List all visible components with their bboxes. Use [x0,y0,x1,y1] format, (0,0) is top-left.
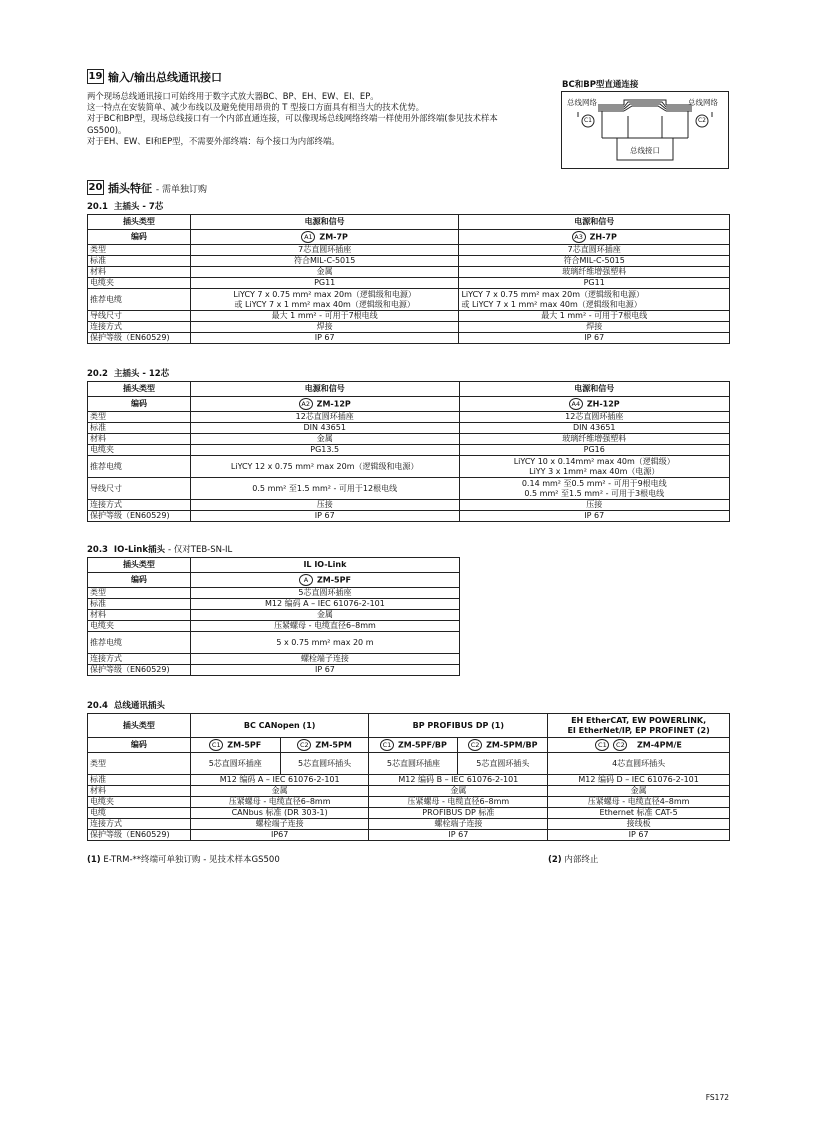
row-label: 材料 [88,267,191,278]
code-name: ZM-7P [319,232,348,242]
table-row [88,256,730,267]
cell: IP 67 [369,830,548,841]
cell: 金属 [190,786,369,797]
table-row [88,621,460,632]
cell: IP 67 [459,511,729,522]
cell: 0.5 mm² 至1.5 mm² - 可用于12根电线 [190,478,459,500]
spec-table-20-3 [87,557,460,676]
cell: 接线板 [548,819,730,830]
header-cell: 电源和信号 [459,215,730,230]
cell: 压紧螺母 - 电缆直径6–8mm [190,621,459,632]
cell: 压紧螺母 - 电缆直径4–8mm [548,797,730,808]
code-cell [190,230,459,245]
table-row [88,445,730,456]
table-row [88,511,730,522]
cell: M12 编码 D – IEC 61076-2-101 [548,775,730,786]
subsection-text: 总线通讯插头 [113,701,165,711]
cell: 5芯直圆环插座 [190,588,459,599]
cell: 螺栓端子连接 [369,819,548,830]
cell: DIN 43651 [190,423,459,434]
footnote-text: E-TRM-**终端可单独订购 - 见技术样本GS500 [103,855,280,865]
code-name: ZM-12P [316,399,351,409]
section-title: 输入/输出总线通讯接口 [108,71,223,84]
cable-line: LiYCY 10 x 0.14mm² max 40m（逻辑级） [513,456,675,466]
cell: 玻璃纤维增强塑料 [459,267,730,278]
table-row [88,610,460,621]
cell: Ethernet 标准 CAT-5 [548,808,730,819]
code-label: 编码 [88,573,191,588]
header-line: EI EtherNet/IP, EP PROFINET (2) [567,725,710,735]
intro-line: 对于EH、EW、EI和EP型，不需要外部终端：每个接口为内部终端。 [87,135,340,146]
header-cell: 插头类型 [88,558,191,573]
bus-interface-box: 总线接口 [630,146,660,155]
cell: 焊接 [190,322,459,333]
intro-line: 两个现场总线通讯接口可始终用于数字式放大器BC、BP、EH、EW、EI、EP。 [87,91,379,101]
cell: DIN 43651 [459,423,729,434]
subsection-label [87,699,165,711]
header-cell: 电源和信号 [459,382,729,397]
footnote-2 [548,853,598,865]
cell: 7芯直圆环插座 [459,245,730,256]
cell: 焊接 [459,322,730,333]
code-cell [190,738,280,753]
cable-line: LiYCY 7 x 0.75 mm² max 20m（逻辑级和电源） [233,289,416,299]
header-cell: 插头类型 [88,215,191,230]
cell: 金属 [190,610,459,621]
code-name: ZM-5PF [316,575,351,585]
code-cell [458,738,548,753]
table-row [88,478,730,500]
row-label: 导线尺寸 [88,478,191,500]
table-row [88,632,460,654]
section-title-main: 插头特征 [108,182,152,195]
table-row [88,456,730,478]
diagram-title: BC和BP型直通连接 [562,80,639,90]
table-row [88,775,730,786]
subsection-text: 主插头 - 7芯 [113,202,164,212]
code-label: 编码 [88,397,191,412]
cell: 螺栓端子连接 [190,654,459,665]
cell: 玻璃纤维增强塑料 [459,434,729,445]
footnote-text: 内部终止 [564,855,599,865]
table-row [88,311,730,322]
code-cell [548,738,730,753]
cell: PG11 [190,278,459,289]
row-label: 标准 [88,423,191,434]
row-label: 类型 [88,412,191,423]
code-tag-icon: C2 [613,739,627,751]
cell: PROFIBUS DP 标准 [369,808,548,819]
cell: M12 编码 A – IEC 61076-2-101 [190,599,459,610]
intro-line: GS500)。 [87,124,127,135]
code-tag-icon: A1 [301,231,315,243]
code-name: ZM-5PM [315,740,352,750]
row-label: 连接方式 [88,819,191,830]
bus-network-right-label: 总线网络 [688,98,718,107]
table-row [88,808,730,819]
row-label: 标准 [88,599,191,610]
cell: PG11 [459,278,730,289]
cell: 金属 [369,786,548,797]
table-row [88,654,460,665]
pass-through-diagram [561,91,729,169]
row-label: 保护等级（EN60529) [88,333,191,344]
cell: IP 67 [459,333,730,344]
cell: 5芯直圆环插座 [190,753,280,775]
code-tag-icon: C1 [380,739,394,751]
code-cell [280,738,369,753]
code-name: ZM-5PF/BP [397,740,447,750]
row-label: 材料 [88,786,191,797]
header-cell: BP PROFIBUS DP (1) [369,714,548,738]
table-row [88,278,730,289]
header-cell: 插头类型 [88,714,191,738]
row-label: 标准 [88,775,191,786]
cell: IP 67 [190,333,459,344]
table-row [88,500,730,511]
code-cell [369,738,458,753]
table-row [88,423,730,434]
cable-line: LiYY 3 x 1mm² max 40m（电源） [529,466,660,476]
row-label: 保护等级（EN60529) [88,830,191,841]
code-name: ZM-5PF [227,740,262,750]
page-number: FS172 [705,1093,729,1102]
table-row [88,412,730,423]
subsection-label [87,367,169,379]
cable-line: LiYCY 7 x 0.75 mm² max 20m（逻辑级和电源） [461,289,644,299]
cell: 压紧螺母 - 电缆直径6–8mm [190,797,369,808]
table-row [88,786,730,797]
table-row [88,599,460,610]
row-label: 连接方式 [88,322,191,333]
row-label: 连接方式 [88,654,191,665]
table-row [88,665,460,676]
c1-marker: C1 [583,117,592,124]
code-tag-icon: A [299,574,313,586]
subsection-text: IO-Link插头 [113,545,166,555]
table-row [88,289,730,311]
code-name: ZH-7P [589,232,617,242]
cell: PG16 [459,445,729,456]
row-label: 连接方式 [88,500,191,511]
row-label: 推荐电缆 [88,632,191,654]
footnote-number: (1) [87,855,101,865]
row-label: 电缆 [88,808,191,819]
subsection-number: 20.1 [87,202,108,212]
cable-line: 或 LiYCY 7 x 1 mm² max 40m（逻辑级和电源） [461,299,642,309]
cell: IP67 [190,830,369,841]
row-label: 保护等级（EN60529) [88,665,191,676]
cell: 12芯直圆环插座 [459,412,729,423]
table-row [88,797,730,808]
table-row [88,322,730,333]
cell: 5芯直圆环插头 [458,753,548,775]
code-tag-icon: A4 [569,398,583,410]
code-cell [459,230,730,245]
cell: 压接 [459,500,729,511]
row-label: 材料 [88,610,191,621]
code-cell [459,397,729,412]
section-title [108,180,207,196]
row-label: 推荐电缆 [88,289,191,311]
cell [459,478,729,500]
table-row [88,434,730,445]
table-row [88,753,730,775]
footnote-1 [87,853,280,865]
row-label: 电缆夹 [88,621,191,632]
subsection-number: 20.2 [87,369,108,379]
wire-line: 0.14 mm² 至0.5 mm² - 可用于9根电线 [521,478,667,488]
code-name: ZM-5PM/BP [486,740,538,750]
subsection-number: 20.3 [87,545,108,555]
code-label: 编码 [88,738,191,753]
intro-paragraph [87,91,552,147]
code-name: ZM-4PM/E [636,740,682,750]
code-tag-icon: A2 [299,398,313,410]
code-cell [190,573,459,588]
cell: 最大 1 mm² - 可用于7根电线 [190,311,459,322]
cell: PG13.5 [190,445,459,456]
cell: IP 67 [190,511,459,522]
cell: LiYCY 12 x 0.75 mm² max 20m（逻辑级和电源） [190,456,459,478]
table-row [88,588,460,599]
cell: 金属 [548,786,730,797]
code-tag-icon: A3 [572,231,586,243]
subsection-label [87,200,163,212]
header-cell: 插头类型 [88,382,191,397]
cell: 压紧螺母 - 电缆直径6–8mm [369,797,548,808]
intro-line: 对于BC和BP型，现场总线接口有一个内部直通连接，可以像现场总线网络终端一样使用外部终端(参见技术样本 [87,113,498,124]
cell: IP 67 [190,665,459,676]
code-label: 编码 [88,230,191,245]
cell: 压接 [190,500,459,511]
section-number: 20 [88,182,103,193]
cell [459,456,729,478]
cell [190,289,459,311]
table-row [88,267,730,278]
code-tag-icon: C2 [297,739,311,751]
subsection-note: - 仅对TEB-SN-IL [167,545,233,555]
table-row [88,819,730,830]
section-title-sub: - 需单独订购 [155,185,207,195]
cable-line: 或 LiYCY 7 x 1 mm² max 40m（逻辑级和电源） [234,299,415,309]
row-label: 电缆夹 [88,278,191,289]
intro-line: 这一特点在安装简单、减少布线以及避免使用昂贵的 T 型接口方面具有相当大的技术优势。 [87,102,425,113]
cell: M12 编码 B – IEC 61076-2-101 [369,775,548,786]
cell: 螺栓端子连接 [190,819,369,830]
row-label: 电缆夹 [88,445,191,456]
header-cell [548,714,730,738]
bus-network-left-label: 总线网络 [567,98,597,107]
cell: 5芯直圆环插座 [369,753,458,775]
subsection-number: 20.4 [87,701,108,711]
subsection-text: 主插头 - 12芯 [113,369,170,379]
wire-line: 0.5 mm² 至1.5 mm² - 可用于3根电线 [524,488,665,498]
section-number: 19 [88,71,103,82]
table-row [88,830,730,841]
cell: 7芯直圆环插座 [190,245,459,256]
row-label: 推荐电缆 [88,456,191,478]
footnote-number: (2) [548,855,562,865]
spec-table-20-4 [87,713,730,841]
table-row [88,333,730,344]
cell: 5芯直圆环插头 [280,753,369,775]
header-cell: IL IO-Link [190,558,459,573]
code-cell [190,397,459,412]
header-cell: 电源和信号 [190,382,459,397]
cell: 符合MIL-C-5015 [190,256,459,267]
cell [459,289,730,311]
header-cell: 电源和信号 [190,215,459,230]
spec-table-20-2 [87,381,730,522]
cell: 12芯直圆环插座 [190,412,459,423]
cell: 4芯直圆环插头 [548,753,730,775]
row-label: 保护等级（EN60529) [88,511,191,522]
row-label: 材料 [88,434,191,445]
cell: 符合MIL-C-5015 [459,256,730,267]
cell: M12 编码 A – IEC 61076-2-101 [190,775,369,786]
header-line: EH EtherCAT, EW POWERLINK, [571,715,707,725]
spec-table-20-1 [87,214,730,344]
subsection-label [87,543,232,555]
row-label: 标准 [88,256,191,267]
row-label: 电缆夹 [88,797,191,808]
row-label: 类型 [88,753,191,775]
table-row [88,245,730,256]
cell: CANbus 标准 (DR 303-1) [190,808,369,819]
row-label: 导线尺寸 [88,311,191,322]
header-cell: BC CANopen (1) [190,714,369,738]
c2-marker: C2 [697,117,706,124]
code-name: ZH-12P [586,399,620,409]
cell: 金属 [190,267,459,278]
code-tag-icon: C1 [209,739,223,751]
row-label: 类型 [88,588,191,599]
cell: 5 x 0.75 mm² max 20 m [190,632,459,654]
code-tag-icon: C1 [595,739,609,751]
cell: IP 67 [548,830,730,841]
row-label: 类型 [88,245,191,256]
code-tag-icon: C2 [468,739,482,751]
cell: 最大 1 mm² - 可用于7根电线 [459,311,730,322]
cell: 金属 [190,434,459,445]
